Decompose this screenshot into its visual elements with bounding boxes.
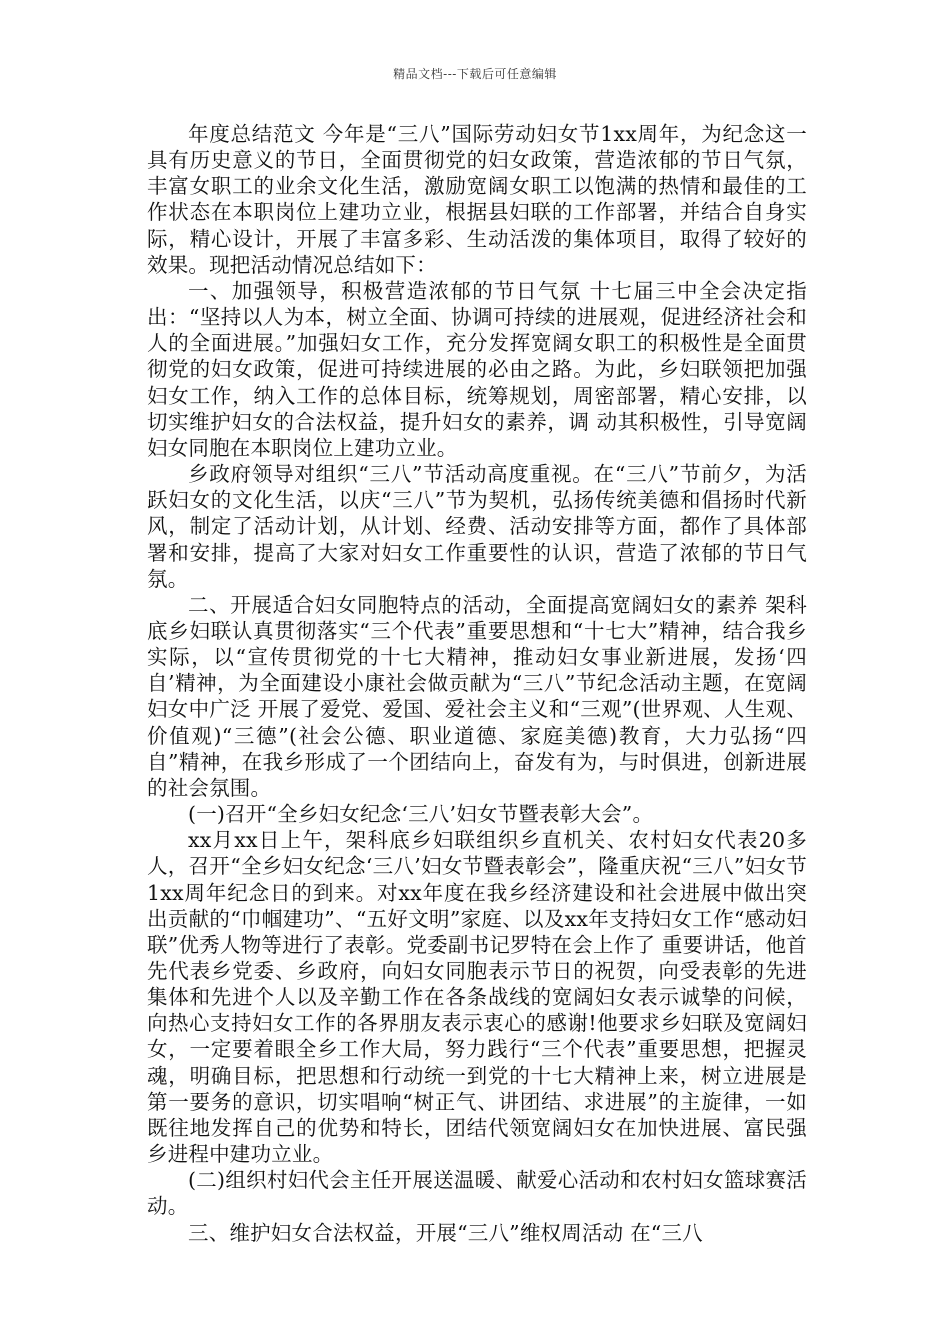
paragraph-subsection-2-heading: (二)组织村妇代会主任开展送温暖、献爱心活动和农村妇女篮球赛活动。	[147, 1168, 807, 1219]
paragraph-section-1: 一、加强领导，积极营造浓郁的节日气氛 十七届三中全会决定指出：“坚持以人为本，树立全面、协调可持续的进展观，促进经济社会和人的全面进展。”加强妇女工作，充分发挥宽阔女职工的积极性是全面贯彻党的妇女政策，促进可持续进展的必由之路。为此，乡妇联领把加强妇女工作，纳入工作的总体目标，统筹规划，周密部署，精心安排，以切实维护妇女的合法权益，提升妇女的素养，调 动其积极性，引导宽阔妇女同胞在本职岗位上建功立业。	[147, 278, 807, 460]
paragraph-section-1-detail: 乡政府领导对组织“三八”节活动高度重视。在“三八”节前夕，为活跃妇女的文化生活，以庆“三八”节为契机，弘扬传统美德和倡扬时代新风，制定了活动计划，从计划、经费、活动安排等方面，都作了具体部署和安排，提高了大家对妇女工作重要性的认识，营造了浓郁的节日气氛。	[147, 462, 807, 591]
document-body	[147, 121, 807, 1246]
paragraph-section-2: 二、开展适合妇女同胞特点的活动，全面提高宽阔妇女的素养 架科底乡妇联认真贯彻落实“三个代表”重要思想和“十七大”精神，结合我乡实际，以“宣传贯彻党的十七大精神，推动妇女事业新进展，发扬‘四自’精神，为全面建设小康社会做贡献为“三八”节纪念活动主题，在宽阔妇女中广泛 开展了爱党、爱国、爱社会主义和“三观”(世界观、人生观、价值观)“三德”(社会公德、职业道德、家庭美德)教育，大力弘扬“四自”精神，在我乡形成了一个团结向上，奋发有为，与时俱进，创新进展的社会氛围。	[147, 592, 807, 800]
page-header: 精品文档---下载后可任意编辑	[393, 67, 557, 81]
paragraph-subsection-1-heading: (一)召开“全乡妇女纪念‘三八’妇女节暨表彰大会”。	[188, 802, 654, 827]
paragraph-intro: 年度总结范文 今年是“三八”国际劳动妇女节1xx周年，为纪念这一具有历史意义的节日，全面贯彻党的妇女政策，营造浓郁的节日气氛，丰富女职工的业余文化生活，激励宽阔女职工以饱满的热情和最佳的工作状态在本职岗位上建功立业，根据县妇联的工作部署，并结合自身实际，精心设计，开展了丰富多彩、生动活泼的集体项目，取得了较好的效果。现把活动情况总结如下：	[147, 122, 807, 277]
paragraph-section-3: 三、维护妇女合法权益，开展“三八”维权周活动 在“三八	[188, 1220, 703, 1245]
paragraph-subsection-1-detail: xx月xx日上午，架科底乡妇联组织乡直机关、农村妇女代表20多人，召开“全乡妇女纪念‘三八’妇女节暨表彰会”，隆重庆祝“三八”妇女节1xx周年纪念日的到来。对xx年度在我乡经济建设和社会进展中做出突出贡献的“巾帼建功”、“五好文明”家庭、以及xx年支持妇女工作“感动妇联”优秀人物等进行了表彰。党委副书记罗特在会上作了 重要讲话，他首先代表乡党委、乡政府，向妇女同胞表示节日的祝贺，向受表彰的先进集体和先进个人以及辛勤工作在各条战线的宽阔妇女表示诚挚的问候，向热心支持妇女工作的各界朋友表示衷心的感谢!他要求乡妇联及宽阔妇女，一定要着眼全乡工作大局，努力践行“三个代表”重要思想，把握灵魂，明确目标，把思想和行动统一到党的十七大精神上来，树立进展是第一要务的意识，切实唱响“树正气、讲团结、求进展”的主旋律，一如既往地发挥自己的优势和特长，团结代领宽阔妇女在加快进展、富民强乡进程中建功立业。	[147, 828, 807, 1167]
